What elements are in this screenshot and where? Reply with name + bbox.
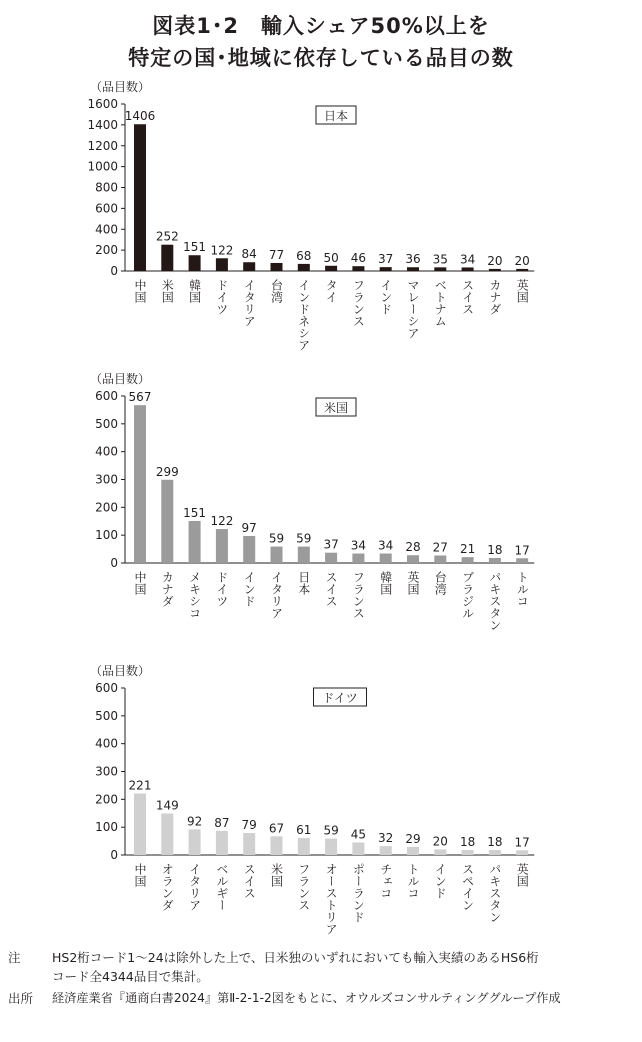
bar-value-label: 20 xyxy=(514,253,530,268)
x-tick-label: イタリア xyxy=(187,863,202,911)
bar xyxy=(407,847,419,855)
x-tick-label: マレーシア xyxy=(406,279,420,339)
y-axis-unit-label: （品目数） xyxy=(90,664,151,678)
chart-title: ドイツ xyxy=(322,691,358,705)
x-tick-label: オーストリア xyxy=(324,863,339,935)
bar-value-label: 32 xyxy=(378,831,394,846)
bar xyxy=(407,555,419,563)
y-tick-label: 0 xyxy=(110,556,118,570)
x-tick-label: オランダ xyxy=(160,863,175,911)
x-tick-label: スイス xyxy=(324,571,339,607)
bar xyxy=(216,529,228,563)
bar xyxy=(434,555,446,563)
y-tick-label: 400 xyxy=(95,444,118,459)
x-tick-label: 米国 xyxy=(160,279,175,303)
bar-value-label: 34 xyxy=(350,538,367,553)
bar xyxy=(325,553,337,563)
chart-title: 日本 xyxy=(323,109,349,123)
x-tick-label: 韓国 xyxy=(378,571,393,595)
bar xyxy=(516,850,528,855)
y-tick-label: 600 xyxy=(95,681,118,695)
y-tick-label: 800 xyxy=(95,180,118,195)
chart-title-line-2: 特定の国･地域に依存している品目の数 xyxy=(128,46,514,70)
x-tick-label: 中国 xyxy=(133,863,147,887)
x-tick-label: ドイツ xyxy=(214,279,229,315)
x-tick-label: メキシコ xyxy=(187,571,202,619)
x-tick-label: 中国 xyxy=(133,279,147,303)
bar xyxy=(161,814,173,855)
x-tick-label: タイ xyxy=(324,279,339,303)
x-tick-label: 米国 xyxy=(269,863,284,887)
y-tick-label: 1200 xyxy=(87,138,118,153)
bar-value-label: 77 xyxy=(268,247,285,262)
x-tick-label: 英国 xyxy=(515,863,530,887)
source-block xyxy=(8,989,638,1009)
bar-value-label: 46 xyxy=(350,251,367,266)
bar-value-label: 34 xyxy=(378,538,394,553)
x-tick-label: フランス xyxy=(351,279,366,327)
bar xyxy=(298,264,310,271)
y-tick-label: 500 xyxy=(95,708,118,723)
bar xyxy=(271,547,283,563)
y-tick-label: 200 xyxy=(95,792,118,807)
x-tick-label: 日本 xyxy=(296,571,311,595)
bar-value-label: 61 xyxy=(296,823,312,838)
x-tick-label: フランス xyxy=(351,571,366,619)
x-tick-label: インド xyxy=(242,571,257,607)
bar-value-label: 45 xyxy=(350,827,367,842)
bar xyxy=(462,557,474,563)
x-tick-label: パキスタン xyxy=(487,863,502,923)
x-tick-label: トルコ xyxy=(515,571,530,607)
bar-value-label: 84 xyxy=(241,247,257,262)
y-tick-label: 0 xyxy=(110,264,118,278)
y-tick-label: 100 xyxy=(95,820,118,835)
japan-bar-chart xyxy=(0,78,642,368)
x-tick-label: スイス xyxy=(460,279,475,315)
bar xyxy=(380,554,392,563)
y-tick-label: 600 xyxy=(95,389,118,403)
y-tick-label: 1400 xyxy=(87,117,118,132)
bar-value-label: 50 xyxy=(323,250,339,265)
bar xyxy=(462,267,474,271)
bar xyxy=(243,536,255,563)
bar xyxy=(516,558,528,563)
bar-value-label: 68 xyxy=(296,248,312,263)
bar-value-label: 36 xyxy=(405,252,421,267)
bar-value-label: 67 xyxy=(268,821,285,836)
y-tick-label: 1000 xyxy=(87,159,118,174)
bar-value-label: 149 xyxy=(155,798,179,813)
bar xyxy=(271,263,283,271)
bar-value-label: 18 xyxy=(487,834,503,849)
bar-value-label: 18 xyxy=(487,542,503,557)
y-tick-label: 100 xyxy=(95,528,118,543)
y-tick-label: 400 xyxy=(95,736,118,751)
bar xyxy=(161,245,173,271)
bar xyxy=(407,267,419,271)
y-tick-label: 300 xyxy=(95,764,118,779)
bar-value-label: 20 xyxy=(487,253,503,268)
bar-value-label: 59 xyxy=(296,531,312,546)
bar xyxy=(352,266,364,271)
x-tick-label: 英国 xyxy=(406,571,420,595)
bar-value-label: 122 xyxy=(210,243,234,258)
x-tick-label: スペイン xyxy=(460,863,475,911)
bar xyxy=(134,124,146,271)
source-tag: 出所 xyxy=(8,991,34,1006)
bar-value-label: 59 xyxy=(323,823,339,838)
bar-value-label: 1406 xyxy=(124,109,156,124)
bar-value-label: 17 xyxy=(514,543,530,558)
bar-value-label: 221 xyxy=(128,778,152,793)
bar-value-label: 87 xyxy=(214,815,230,830)
x-tick-label: ドイツ xyxy=(214,571,229,607)
x-tick-label: 英国 xyxy=(515,279,530,303)
chart-title-line-1: 図表1･2 輸入シェア50%以上を xyxy=(152,14,490,38)
x-tick-label: 台湾 xyxy=(269,279,284,303)
bar xyxy=(352,842,364,855)
bar xyxy=(434,267,446,271)
x-tick-label: トルコ xyxy=(406,863,420,899)
bar xyxy=(325,839,337,855)
bar-value-label: 29 xyxy=(405,831,421,846)
y-tick-label: 400 xyxy=(95,222,118,237)
x-tick-label: イタリア xyxy=(242,279,257,327)
x-tick-label: インド xyxy=(433,863,448,899)
bar xyxy=(189,829,201,855)
bar xyxy=(134,405,146,563)
bar-value-label: 34 xyxy=(459,252,476,267)
germany-bar-chart xyxy=(0,658,642,938)
x-tick-label: ブラジル xyxy=(460,571,475,619)
bar xyxy=(489,850,501,855)
x-tick-label: チェコ xyxy=(378,863,393,899)
y-axis-unit-label: （品目数） xyxy=(90,372,151,386)
bar-value-label: 122 xyxy=(210,514,234,529)
note-tag: 注 xyxy=(8,950,21,965)
x-tick-label: イタリア xyxy=(269,571,284,619)
bar-value-label: 37 xyxy=(378,252,394,267)
x-tick-label: 台湾 xyxy=(433,571,448,595)
bar xyxy=(134,793,146,855)
x-tick-label: ベトナム xyxy=(433,279,448,327)
chart-title: 米国 xyxy=(323,401,349,415)
x-tick-label: インド xyxy=(378,279,393,315)
x-tick-label: インドネシア xyxy=(296,279,311,351)
bar-value-label: 17 xyxy=(514,835,530,850)
y-axis-unit-label: （品目数） xyxy=(90,80,151,94)
x-tick-label: フランス xyxy=(296,863,311,911)
notes-section xyxy=(8,948,638,1018)
y-tick-label: 600 xyxy=(95,201,118,216)
bar xyxy=(380,267,392,271)
bar xyxy=(189,255,201,271)
bar-value-label: 79 xyxy=(241,818,257,833)
bar-value-label: 59 xyxy=(268,531,285,546)
x-tick-label: カナダ xyxy=(160,571,175,607)
y-tick-label: 200 xyxy=(95,243,118,258)
y-tick-label: 300 xyxy=(95,472,118,487)
y-tick-label: 500 xyxy=(95,416,118,431)
x-tick-label: ベルギー xyxy=(214,863,229,911)
bar xyxy=(380,846,392,855)
note-block xyxy=(8,948,638,988)
bar xyxy=(434,849,446,855)
bar xyxy=(216,258,228,271)
us-bar-chart xyxy=(0,368,642,653)
x-tick-label: 韓国 xyxy=(187,279,202,303)
bar-value-label: 21 xyxy=(459,542,476,557)
bar-value-label: 92 xyxy=(186,814,203,829)
bar xyxy=(243,262,255,271)
bar-value-label: 567 xyxy=(128,390,152,405)
bar xyxy=(489,269,501,271)
bar-value-label: 27 xyxy=(432,540,448,555)
bar xyxy=(161,480,173,563)
bar-value-label: 37 xyxy=(323,537,339,552)
bar xyxy=(298,547,310,563)
x-tick-label: スイス xyxy=(242,863,257,899)
bar-value-label: 18 xyxy=(459,834,476,849)
bar xyxy=(516,269,528,271)
bar xyxy=(298,838,310,855)
y-tick-label: 0 xyxy=(110,848,118,862)
x-tick-label: パキスタン xyxy=(487,571,502,631)
bar-value-label: 35 xyxy=(432,252,448,267)
bar xyxy=(462,850,474,855)
bar-value-label: 97 xyxy=(241,521,257,536)
bar xyxy=(189,521,201,563)
bar-value-label: 28 xyxy=(405,540,421,555)
bar-value-label: 252 xyxy=(155,229,179,244)
x-tick-label: 中国 xyxy=(133,571,147,595)
bar-value-label: 20 xyxy=(432,834,448,849)
bar xyxy=(352,554,364,563)
bar xyxy=(325,266,337,271)
bar xyxy=(489,558,501,563)
y-tick-label: 200 xyxy=(95,500,118,515)
x-tick-label: カナダ xyxy=(487,279,502,315)
source-line: 経済産業省『通商白書2024』第Ⅱ-2-1-2図をもとに、オウルズコンサルティンググループ作成 xyxy=(52,991,561,1005)
note-line: HS2桁コード1～24は除外した上で、日米独のいずれにおいても輸入実績のあるHS6桁 xyxy=(52,950,539,965)
y-tick-label: 1600 xyxy=(87,97,118,111)
note-line: コード全4344品目で集計。 xyxy=(52,969,209,984)
bar xyxy=(271,836,283,855)
bar-value-label: 151 xyxy=(183,505,207,520)
bar xyxy=(216,831,228,855)
x-tick-label: ポーランド xyxy=(351,863,366,923)
bar-value-label: 151 xyxy=(183,240,207,255)
bar-value-label: 299 xyxy=(155,464,179,479)
bar xyxy=(243,833,255,855)
